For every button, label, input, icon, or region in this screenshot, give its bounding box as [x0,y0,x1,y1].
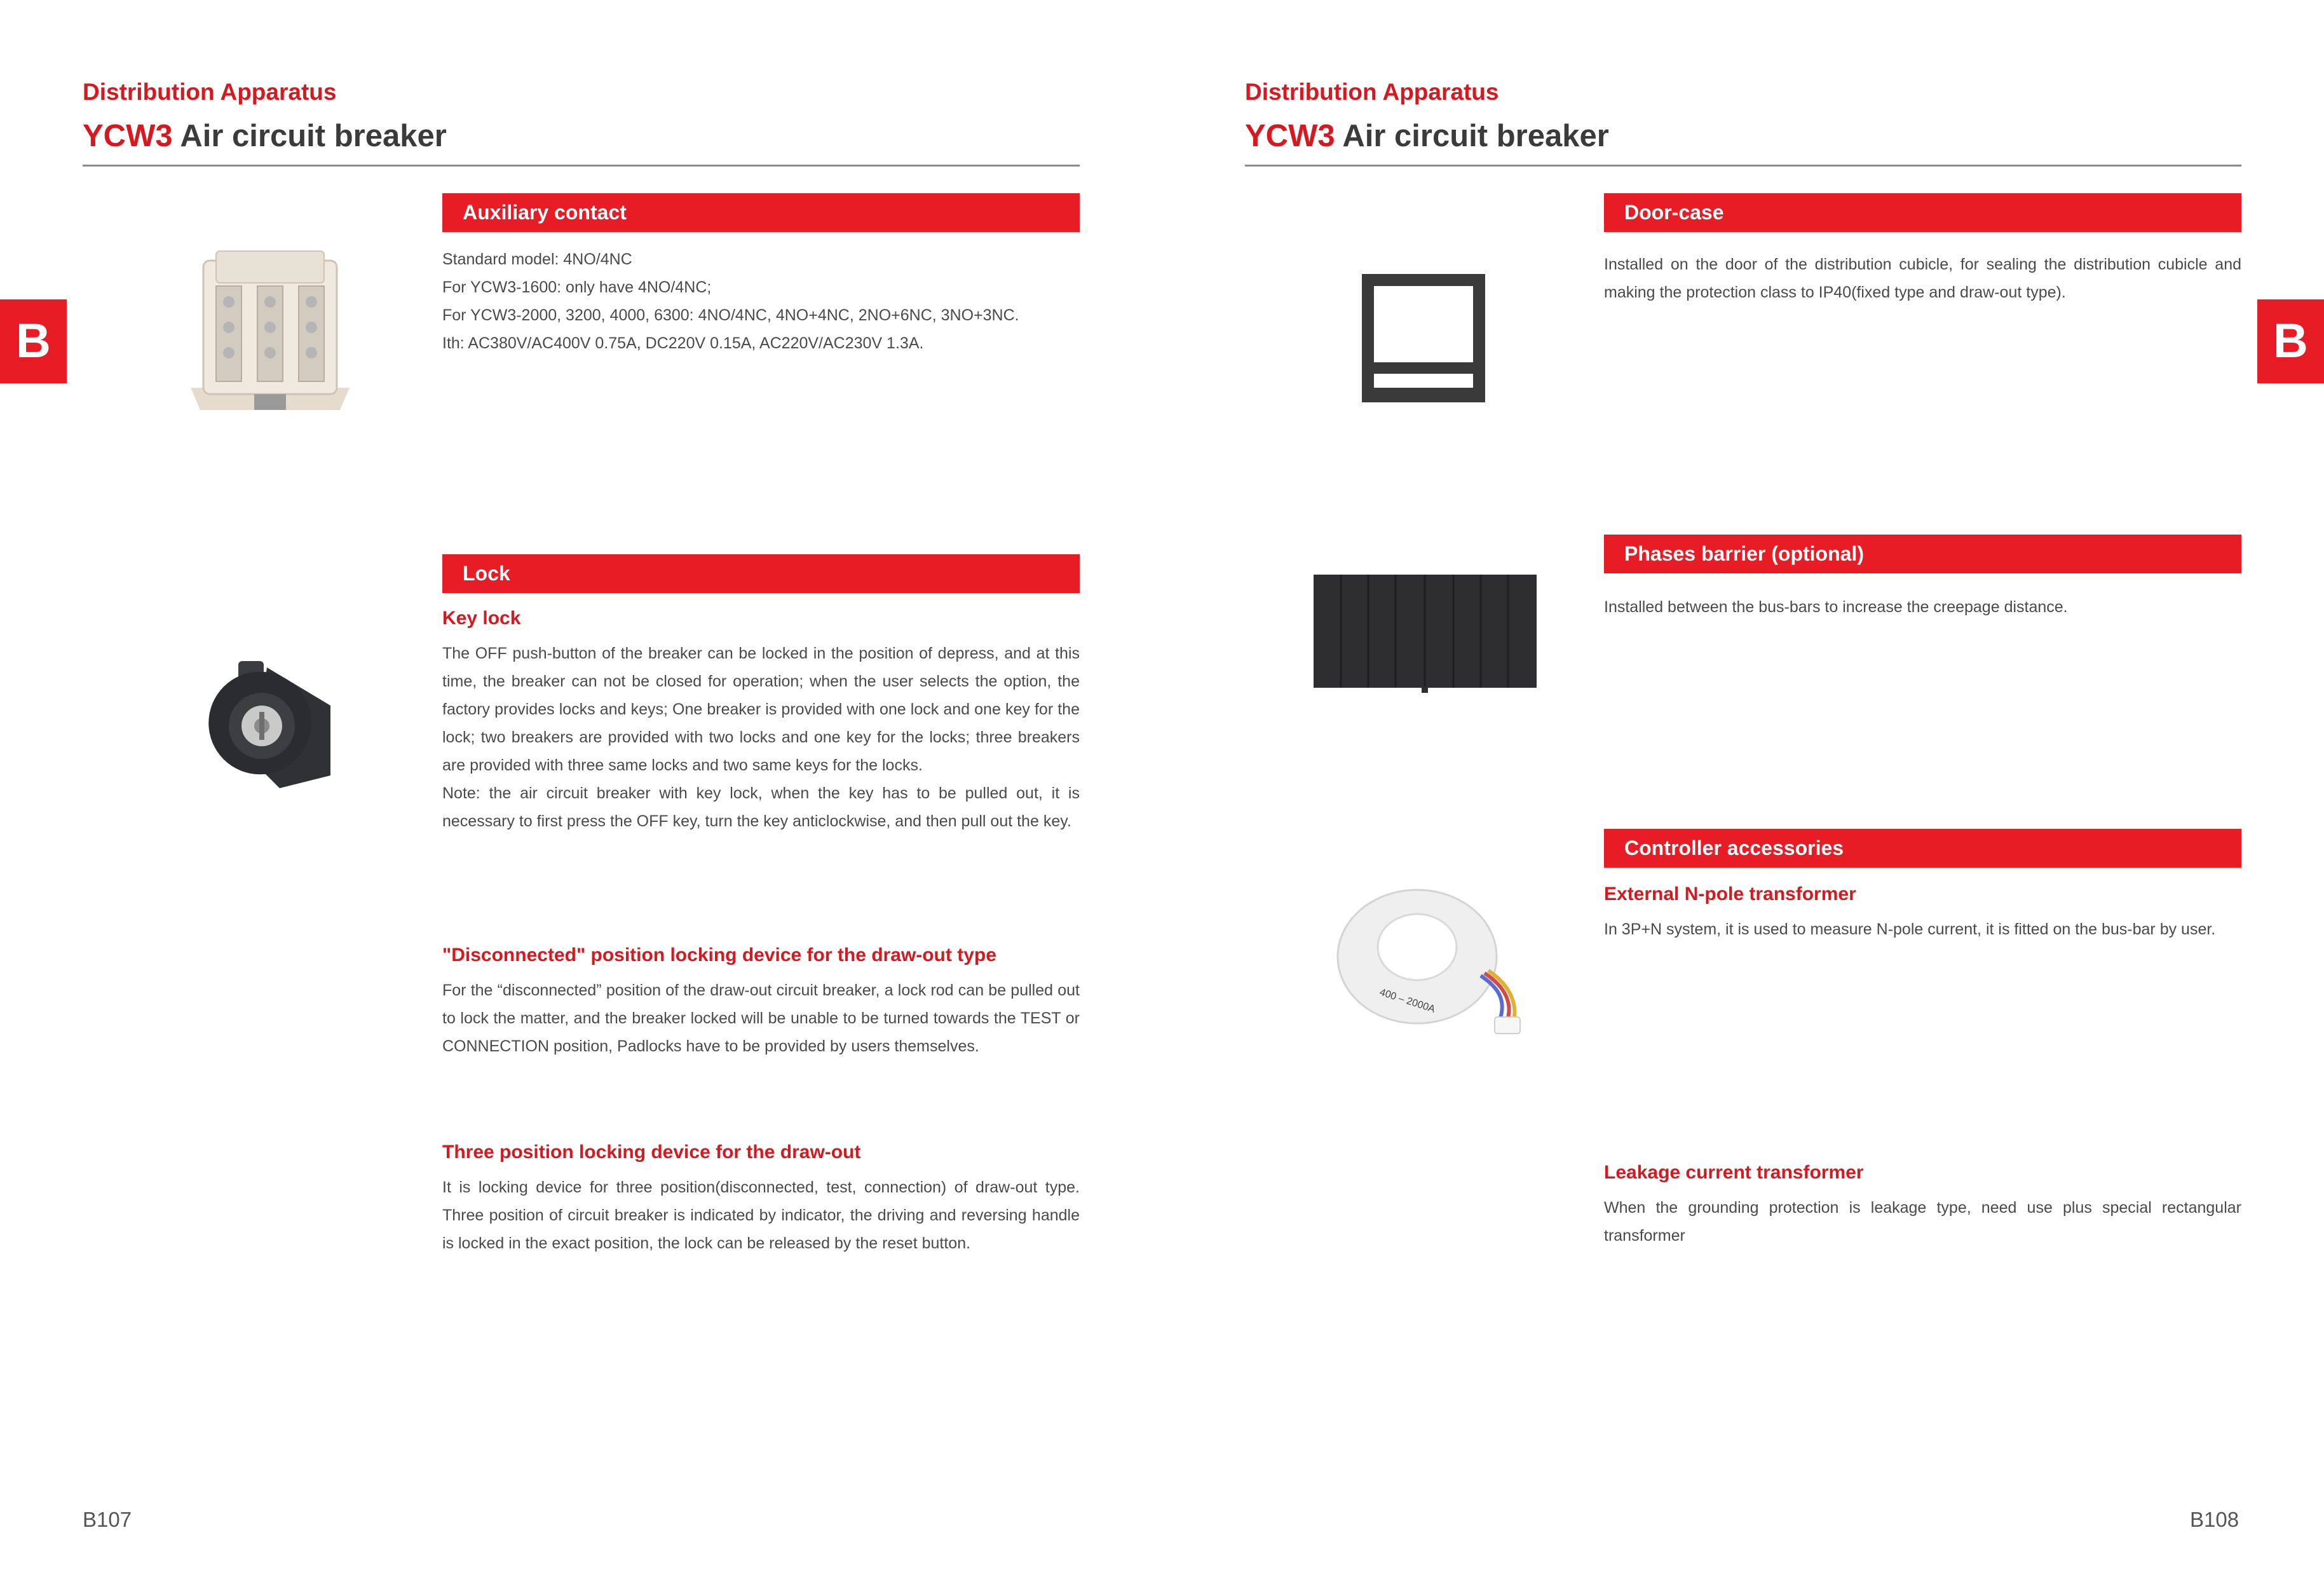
auxiliary-line: For YCW3-2000, 3200, 4000, 6300: 4NO/4NC, 4NO+4NC, 2NO+6NC, 3NO+3NC. [442,306,1019,324]
auxiliary-line: Ith: AC380V/AC400V 0.75A, DC220V 0.15A, AC220V/AC230V 1.3A. [442,334,924,352]
right-page-number: B108 [2190,1508,2239,1531]
n-pole-transformer-image [1328,880,1538,1039]
left-model: YCW3 [83,119,173,153]
left-header-rule [83,165,1080,167]
door-case-text: Installed on the door of the distribution cubicle, for sealing the distribution cubicle and making the protection class to IP40(fixed type and draw-out type). [1604,256,2241,301]
three-position-lock-title: Three position locking device for the draw-out [442,1142,861,1163]
disconnected-lock-text: For the “disconnected” position of the draw-out circuit breaker, a lock rod can be pulled out to lock the matter, and the breaker locked will be unable to be turned towards the TEST or CONNECTION position, Padlocks have to be provided by users themselves. [442,981,1080,1055]
phases-barrier-text: Installed between the bus-bars to increase the creepage distance. [1604,598,2068,616]
auxiliary-contact-text [442,245,1080,357]
left-title: Air circuit breaker [180,119,447,153]
key-lock-title: Key lock [442,608,521,629]
three-position-lock-text: It is locking device for three position(disconnected, test, connection) of draw-out type. Three position of circuit breaker is indicated by indicator, the driving and reversing handle is locked in the exact position, the lock can be released by the reset button. [442,1178,1080,1252]
disconnected-lock-title: "Disconnected" position locking device for the draw-out type [442,945,996,966]
ct-rating-label: 400 – 2000A [1378,986,1437,1015]
auxiliary-contact-image [178,242,362,420]
n-pole-transformer-text: In 3P+N system, it is used to measure N-pole current, it is fitted on the bus-bar by user. [1604,920,2216,938]
door-case-image [1360,272,1487,404]
right-header-rule [1245,165,2241,167]
key-lock-image [184,642,350,795]
n-pole-transformer-title: External N-pole transformer [1604,884,1856,905]
leakage-transformer-title: Leakage current transformer [1604,1162,1864,1183]
right-category: Distribution Apparatus [1245,79,1499,105]
right-section-tab: B [2257,299,2324,383]
phases-barrier-heading: Phases barrier (optional) [1604,535,2241,573]
right-model: YCW3 [1245,119,1335,153]
right-title: Air circuit breaker [1342,119,1609,153]
left-page-title [83,118,447,154]
lock-heading: Lock [442,554,1080,593]
right-page-title [1245,118,1609,154]
auxiliary-line: For YCW3-1600: only have 4NO/4NC; [442,278,712,296]
key-lock-note: Note: the air circuit breaker with key lock, when the key has to be pulled out, it is necessary to first press the OFF key, turn the key anticlockwise, and then pull out the key. [442,784,1080,830]
phases-barrier-image [1312,573,1538,694]
key-lock-text [442,639,1080,835]
leakage-transformer-text: When the grounding protection is leakage type, need use plus special rectangular transformer [1604,1199,2241,1245]
left-category: Distribution Apparatus [83,79,337,105]
controller-accessories-heading: Controller accessories [1604,829,2241,868]
auxiliary-contact-heading: Auxiliary contact [442,193,1080,232]
left-page-number: B107 [83,1508,132,1531]
door-case-heading: Door-case [1604,193,2241,232]
key-lock-paragraph: The OFF push-button of the breaker can be locked in the position of depress, and at this time, the breaker can not be closed for operation; when the user selects the option, the factory provides locks and keys; One breaker is provided with one lock and one key for the lock; two breakers are provided with two locks and one key for the locks; three breakers are provided with three same locks and two same keys for the locks. [442,645,1080,774]
auxiliary-line: Standard model: 4NO/4NC [442,250,632,268]
left-section-tab: B [0,299,67,383]
